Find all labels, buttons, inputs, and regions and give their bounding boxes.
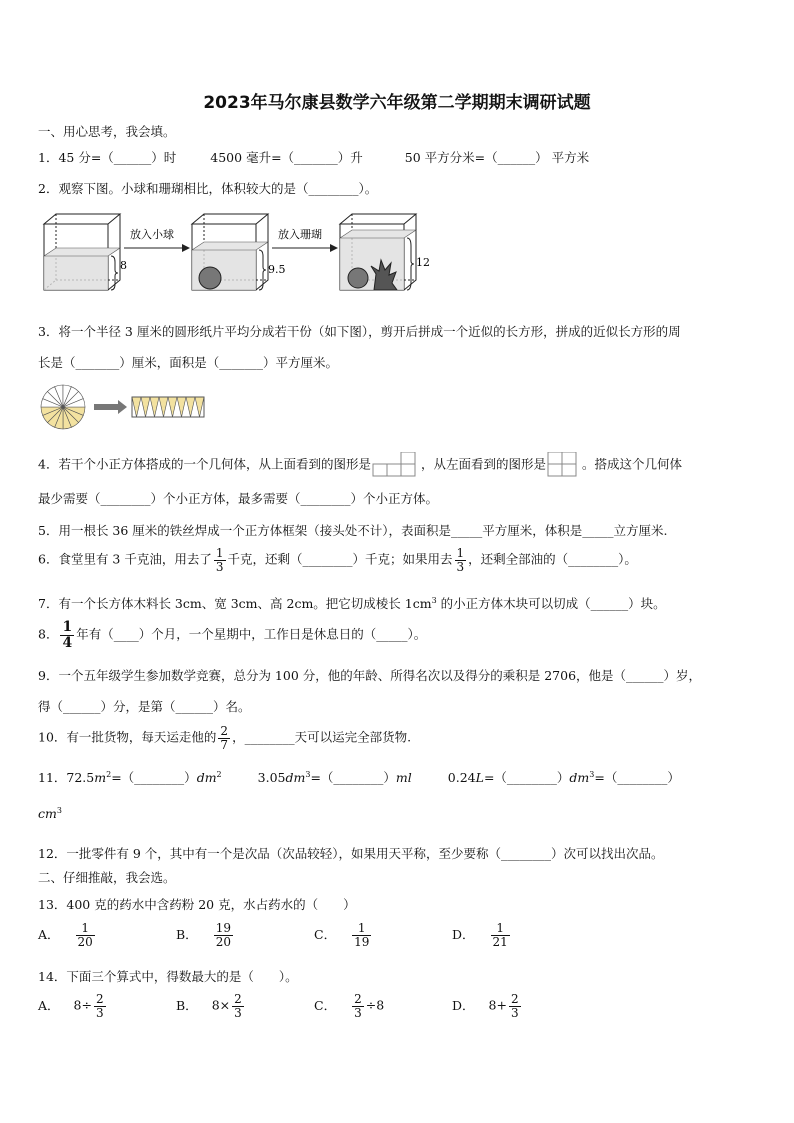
circle-to-rectangle-figure	[36, 383, 236, 433]
fraction: $\frac{2}{3}$	[234, 992, 242, 1020]
rectangle-sector	[195, 397, 204, 417]
height-label-2: 9.5	[268, 263, 286, 276]
arrow-right-icon	[182, 244, 190, 252]
arrow-label-coral: 放入珊瑚	[278, 228, 322, 241]
rectangle-sector	[141, 397, 150, 417]
fraction: $\frac{1}{4}$	[62, 619, 73, 651]
question-12: 12．一批零件有 9 个，其中有一个是次品（次品较轻），如果用天平称，至少要称（________）次可以找出次品。	[38, 846, 664, 861]
option-d[interactable]: D． $\frac{1}{21}$	[452, 921, 508, 949]
option-a[interactable]: A． $\frac{1}{20}$	[38, 921, 93, 949]
q6-text-1: 6．食堂里有 3 千克油，用去了	[38, 551, 212, 567]
fraction: $\frac{1}{21}$	[492, 921, 508, 949]
question-13-options	[38, 922, 590, 948]
fraction: $\frac{1}{3}$	[215, 546, 224, 574]
q6-text-3: ，还剩全部油的（________）。	[468, 551, 637, 567]
question-1	[38, 148, 589, 166]
section-2-heading: 二、仔细推敲，我会选。	[38, 870, 176, 885]
water-level-1	[44, 256, 108, 290]
rectangle-sector	[159, 397, 168, 417]
rectangle-sector	[132, 397, 141, 417]
height-label-3: 12	[416, 256, 430, 269]
question-3-line-2: 长是（_______）厘米，面积是（_______）平方厘米。	[38, 355, 339, 370]
height-label-1: 8	[120, 259, 127, 272]
sliced-circle-icon	[41, 385, 85, 429]
rectangle-sector	[168, 397, 177, 417]
q6-text-2: 千克，还剩（________）千克；如果用去	[227, 551, 453, 567]
question-9-line-1: 9．一个五年级学生参加数学竞赛，总分为 100 分，他的年龄、所得名次以及得分的乘积是 2706，他是（______）岁，	[38, 668, 702, 683]
fraction: $\frac{2}{7}$	[220, 724, 229, 752]
rectangle-sector	[150, 397, 159, 417]
question-5: 5．用一根长 36 厘米的铁丝焊成一个正方体框架（接头处不计），表面积是_____平方厘米，体积是_____立方厘米.	[38, 523, 668, 538]
q4-text-2: ，从左面看到的图形是	[420, 456, 546, 472]
question-14-options	[38, 993, 590, 1019]
page-title: 2023年马尔康县数学六年级第二学期期末调研试题	[203, 93, 591, 113]
left-view-grid-icon	[546, 452, 582, 478]
q4-text-3: 。搭成这个几何体	[581, 456, 682, 472]
top-view-grid-icon	[371, 452, 421, 478]
option-c[interactable]: C． $\frac{2}{3}$ ÷8	[314, 992, 385, 1020]
question-7: 7．有一个长方体木料长 3cm、宽 3cm、高 2cm。把它切成棱长 $1cm^3$ 的小正方体木块可以切成（______）块。	[38, 595, 666, 611]
fraction: $\frac{2}{3}$	[354, 992, 362, 1020]
question-4-line-2: 最少需要（________）个小正方体，最多需要（________）个小正方体。	[38, 491, 439, 506]
question-2: 2．观察下图。小球和珊瑚相比，体积较大的是（________）。	[38, 181, 378, 196]
option-a[interactable]: A． 8÷ $\frac{2}{3}$	[38, 992, 104, 1020]
question-13: 13．400 克的药水中含药粉 20 克，水占药水的（ ）	[38, 897, 356, 912]
arrow-right-icon	[94, 404, 118, 410]
arrow-label-ball: 放入小球	[130, 228, 174, 241]
q1-part-c: 50 平方分米=（______） 平方米	[404, 150, 590, 165]
fraction: $\frac{1}{20}$	[77, 921, 93, 949]
fraction: $\frac{19}{20}$	[215, 921, 231, 949]
question-9-line-2: 得（______）分，是第（______）名。	[38, 699, 251, 714]
ball-icon	[199, 267, 221, 289]
option-b[interactable]: B． $\frac{19}{20}$	[176, 921, 231, 949]
question-3-line-1: 3．将一个半径 3 厘米的圆形纸片平均分成若干份（如下图），剪开后拼成一个近似的长方形，拼成的近似长方形的周	[38, 324, 681, 339]
question-8: 8． $\frac{1}{4}$ 年有（____）个月，一个星期中，工作日是休息日的（_____）。	[38, 619, 427, 651]
question-11-unit: $cm^3$	[38, 806, 62, 822]
rectangle-sector	[186, 397, 195, 417]
fraction: $\frac{1}{19}$	[354, 921, 370, 949]
q4-text-1: 4．若干个小正方体搭成的一个几何体，从上面看到的图形是	[38, 456, 371, 472]
option-c[interactable]: C． $\frac{1}{19}$	[314, 921, 370, 949]
question-4-line-1	[38, 452, 682, 478]
option-b[interactable]: B． 8× $\frac{2}{3}$	[176, 992, 242, 1020]
section-1-heading: 一、用心思考，我会填。	[38, 124, 176, 139]
arrow-right-icon	[330, 244, 338, 252]
rectangle-sector	[177, 397, 186, 417]
fraction: $\frac{2}{3}$	[510, 992, 519, 1020]
fraction: $\frac{1}{3}$	[456, 546, 465, 574]
containers-figure	[40, 208, 440, 298]
question-14: 14．下面三个算式中，得数最大的是（ ）。	[38, 969, 298, 984]
question-10: 10．有一批货物，每天运走他的 $\frac{2}{7}$ ，________天可以运完全部货物.	[38, 724, 412, 752]
approx-rectangle-icon	[132, 397, 204, 417]
q1-part-a: 1．45 分=（______）时	[38, 150, 177, 165]
question-6	[38, 547, 637, 573]
option-d[interactable]: D． 8+ $\frac{2}{3}$	[452, 992, 519, 1020]
fraction: $\frac{2}{3}$	[95, 992, 104, 1020]
q1-part-b: 4500 毫升=（_______）升	[210, 150, 363, 165]
question-11: 11．$72.5m^2=(\_\_\_\_\_\_\_\_)dm^2$ $3.05dm^3=(\_\_\_\_\_\_\_\_)ml$ $0.24L=(\_\_\_\_\_\_\_\_)dm^3=(\_\_\_\_\_\_\_\_)$	[38, 769, 680, 785]
